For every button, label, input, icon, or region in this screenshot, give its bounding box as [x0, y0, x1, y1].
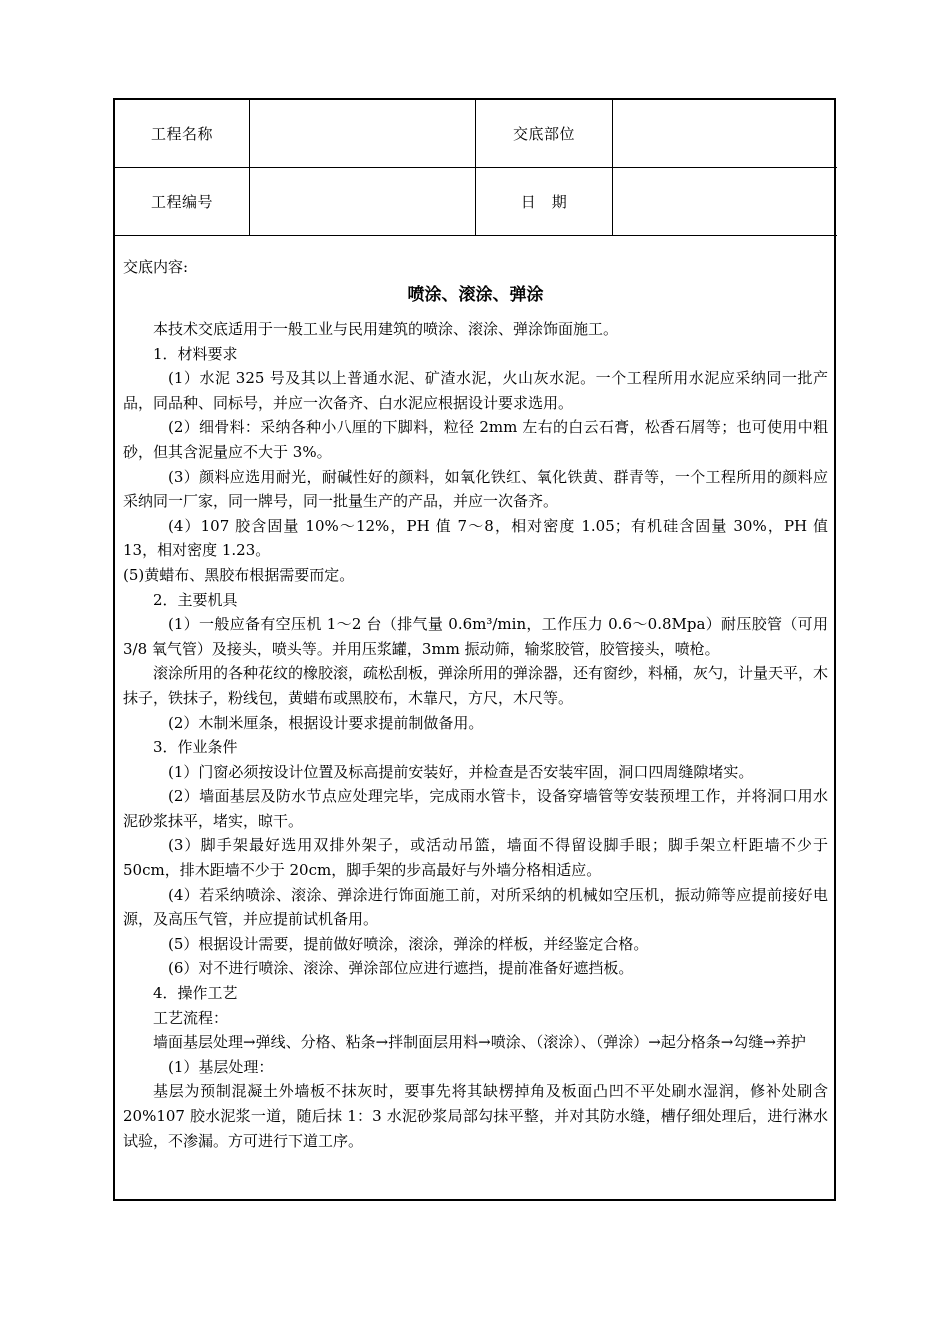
paragraph: (3）颜料应选用耐光，耐碱性好的颜料，如氧化铁红、氧化铁黄、群青等，一个工程所用的颜料应采纳同一厂家，同一牌号，同一批量生产的产品，并应一次备齐。 [123, 467, 828, 511]
project-name-field[interactable] [250, 100, 476, 168]
date-field[interactable] [613, 168, 838, 236]
paragraph: 墙面基层处理→弹线、分格、粘条→拌制面层用料→喷涂、（滚涂）、（弹涂）→起分格条→勾缝→养护 [153, 1033, 806, 1052]
header-row-2 [115, 168, 837, 236]
paragraph: (2）细骨料：采纳各种小八厘的下脚料，粒径 2mm 左右的白云石膏，松香石屑等；也可使用中粗砂，但其含泥量应不大于 3%。 [123, 418, 828, 461]
project-no-field[interactable] [250, 168, 476, 236]
paragraph: 本技术交底适用于一般工业与民用建筑的喷涂、滚涂、弹涂饰面施工。 [153, 320, 619, 338]
location-field[interactable] [613, 100, 838, 168]
paragraph: 基层为预制混凝土外墙板不抹灰时，要事先将其缺楞掉角及板面凸凹不平处刷水湿润，修补处刷含 20%107 胶水泥浆一道，随后抹 1：3 水泥砂浆局部勾抹平整，并对其防水缝，槽仔细处理后，进行淋水试验，不渗漏。方可进行下道工序。 [123, 1082, 828, 1150]
paragraph: 4．操作工艺 [153, 984, 238, 1003]
paragraph: 工艺流程： [153, 1008, 229, 1027]
paragraph: (4）若采纳喷涂、滚涂、弹涂进行饰面施工前，对所采纳的机械如空压机，振动筛等应提前接好电源，及高压气管，并应提前试机备用。 [123, 885, 828, 929]
header-table [115, 100, 837, 236]
disclosure-content [123, 255, 828, 1153]
paragraph: (6）对不进行喷涂、滚涂、弹涂部位应进行遮挡，提前准备好遮挡板。 [168, 959, 634, 978]
disclosure-sheet [113, 98, 836, 1201]
date-label: 日 期 [476, 168, 613, 236]
content-title: 喷涂、滚涂、弹涂 [407, 285, 544, 305]
project-name-label: 工程名称 [115, 100, 250, 168]
paragraph: (5）根据设计需要，提前做好喷涂，滚涂，弹涂的样板，并经鉴定合格。 [168, 934, 649, 953]
paragraph: (3）脚手架最好选用双排外架子，或活动吊篮，墙面不得留设脚手眼；脚手架立杆距墙不少于 50cm，排木距墙不少于 20cm，脚手架的步高最好与外墙分格相适应。 [123, 836, 828, 880]
project-no-label: 工程编号 [115, 168, 250, 236]
paragraph: 1．材料要求 [153, 344, 238, 363]
content-label: 交底内容: [123, 258, 189, 276]
paragraph: (2）木制米厘条，根据设计要求提前制做备用。 [168, 713, 484, 732]
paragraph: 2．主要机具 [153, 590, 238, 609]
paragraph: (1）门窗必须按设计位置及标高提前安装好，并检查是否安装牢固，洞口四周缝隙堵实。 [168, 762, 754, 781]
paragraph: (2）墙面基层及防水节点应处理完毕，完成雨水管卡，设备穿墙管等安装预埋工作，并将洞口用水泥砂浆抹平，堵实，晾干。 [123, 787, 828, 830]
paragraph: (5)黄蜡布、黑胶布根据需要而定。 [123, 565, 355, 584]
header-row-1 [115, 100, 837, 168]
paragraph: 3．作业条件 [153, 738, 238, 757]
paragraph: (1）基层处理： [168, 1057, 274, 1076]
location-label: 交底部位 [476, 100, 613, 168]
paragraph-list [123, 317, 828, 1153]
paragraph: (1）一般应备有空压机 1～2 台（排气量 0.6m³/min，工作压力 0.6～0.8Mpa）耐压胶管（可用 3/8 氧气管）及接头，喷头等。并用压浆罐，3mm 振动筛，输浆胶管，胶管接头，喷枪。 [123, 615, 828, 658]
paragraph: 滚涂所用的各种花纹的橡胶滚，疏松刮板，弹涂所用的弹涂器，还有窗纱，料桶，灰勺，计量天平，木抹子，铁抹子，粉线包，黄蜡布或黑胶布，木靠尺，方尺，木尺等。 [123, 664, 829, 707]
paragraph: (1）水泥 325 号及其以上普通水泥、矿渣水泥，火山灰水泥。一个工程所用水泥应采纳同一批产品，同品种、同标号，并应一次备齐、白水泥应根据设计要求选用。 [123, 369, 828, 412]
paragraph: (4）107 胶含固量 10%～12%，PH 值 7～8，相对密度 1.05；有机硅含固量 30%，PH 值 13，相对密度 1.23。 [123, 516, 828, 560]
